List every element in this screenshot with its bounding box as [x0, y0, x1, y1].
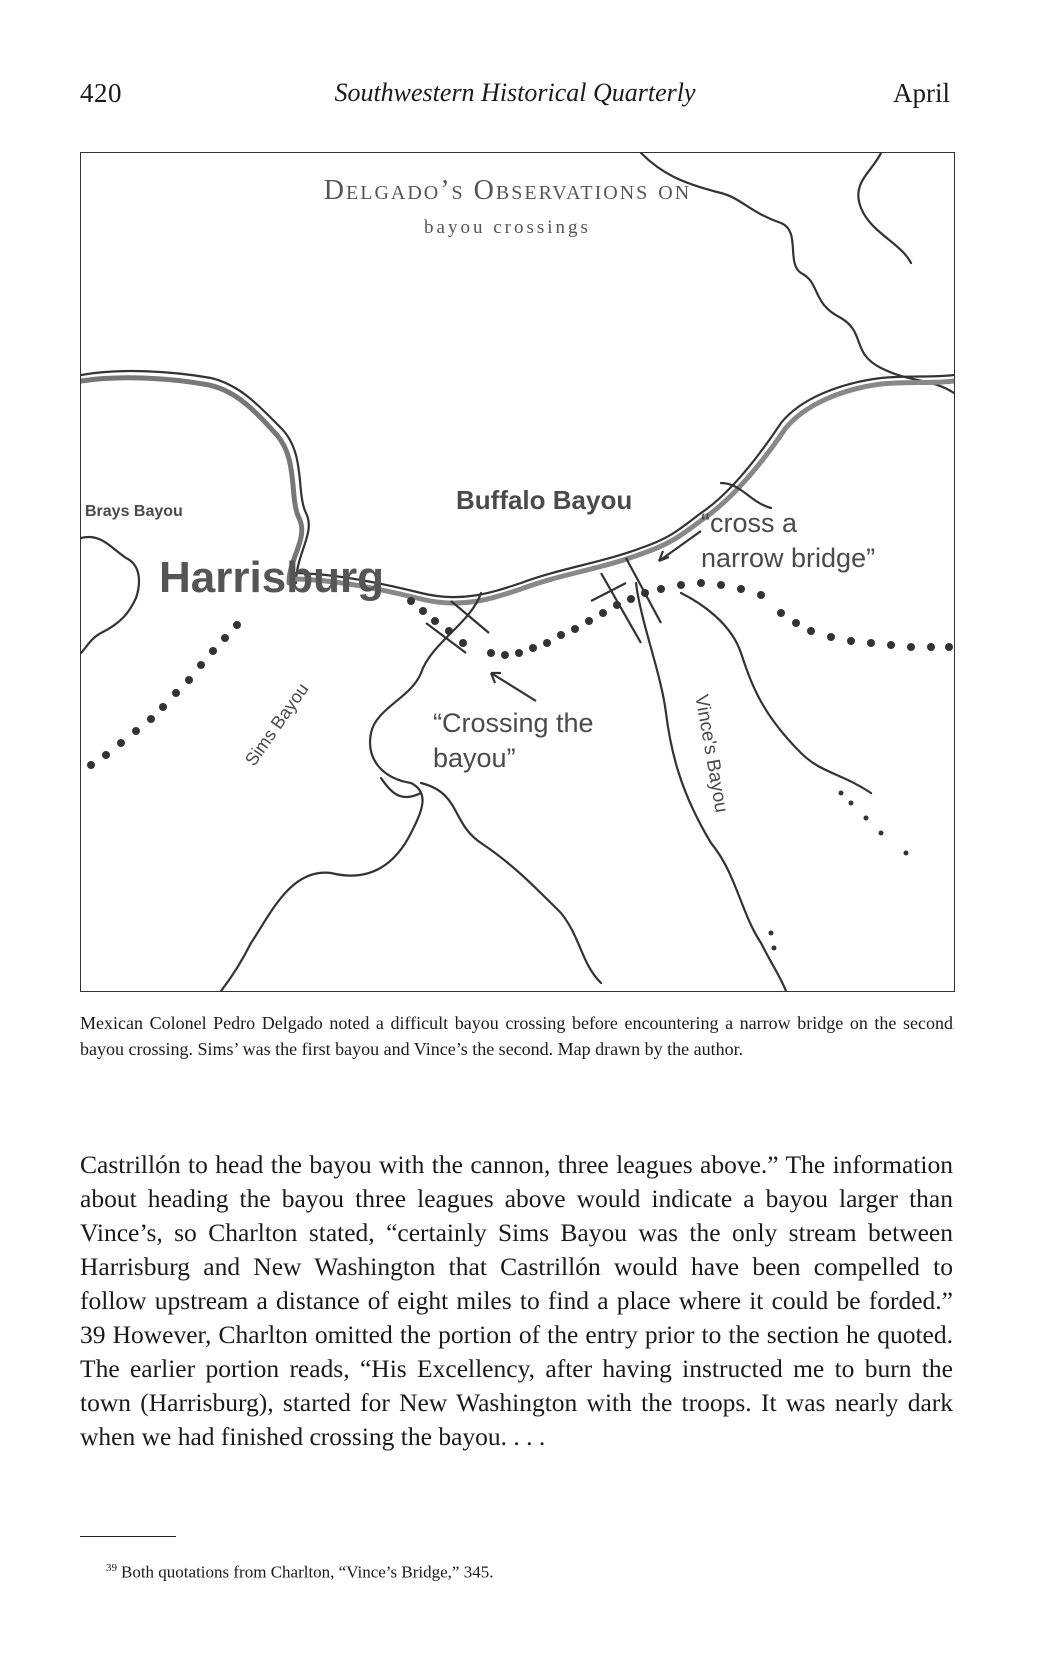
footnote-text: Both quotations from Charlton, “Vince’s Bridge,” 345. — [121, 1562, 494, 1582]
brays-bayou-stream — [81, 537, 139, 653]
buffalo-bayou-label: Buffalo Bayou — [456, 485, 633, 515]
lower-stream — [421, 783, 601, 983]
body-paragraph: Castrillón to head the bayou with the cannon, three leagues above.” The information about heading the bayou three leagues above would indicate a bayou larger than Vince’s, so Charlton stated, “certainly Sims Bayou was the only stream between Harrisburg and New Washington that Castrillón would have been compelled to follow upstream a distance of eight miles to find a place where it could be forded.” 39 However, Charlton omitted the portion of the entry prior to the section he quoted. The earlier portion reads, “His Excellency, after having instructed me to burn the town (Harrisburg), started for New Washington with the troops. It was nearly dark when we had finished crossing the bayou. . . . — [80, 1150, 953, 1451]
harrisburg-label: Harrisburg — [159, 553, 384, 602]
vinces-bayou-label: Vince's Bayou — [690, 693, 732, 815]
brays-bayou-channel — [81, 371, 309, 583]
running-header — [80, 78, 950, 118]
footnote-rule — [80, 1536, 176, 1537]
footnote-number: 39 — [106, 1562, 117, 1574]
bridge-quote-line2: narrow bridge” — [701, 543, 876, 573]
figure-caption: Mexican Colonel Pedro Delgado noted a difficult bayou crossing before encountering a narrow bridge on the second bayou crossing. Sims’ was the first bayou and Vince’s the second. Map drawn by the author. — [80, 1013, 953, 1059]
page-number: 420 — [80, 78, 122, 108]
body-text — [80, 1148, 953, 1454]
map-title: Delgado’s Observations on — [323, 175, 692, 206]
map-subtitle: bayou crossings — [424, 217, 591, 238]
crossing-quote-line1: “Crossing the — [433, 708, 594, 738]
crossing-quote-line2: bayou” — [433, 743, 516, 773]
upper-river-branch — [858, 153, 911, 263]
bridge-quote-line1: “cross a — [701, 508, 798, 538]
sims-bayou-label: Sims Bayou — [241, 679, 313, 770]
brays-bayou-label: Brays Bayou — [85, 503, 183, 520]
crossing-arrow — [491, 673, 536, 701]
footnote — [106, 1562, 493, 1583]
bayou-crossings-map — [80, 152, 955, 992]
issue-month: April — [893, 78, 950, 108]
journal-title: Southwestern Historical Quarterly — [334, 78, 696, 107]
